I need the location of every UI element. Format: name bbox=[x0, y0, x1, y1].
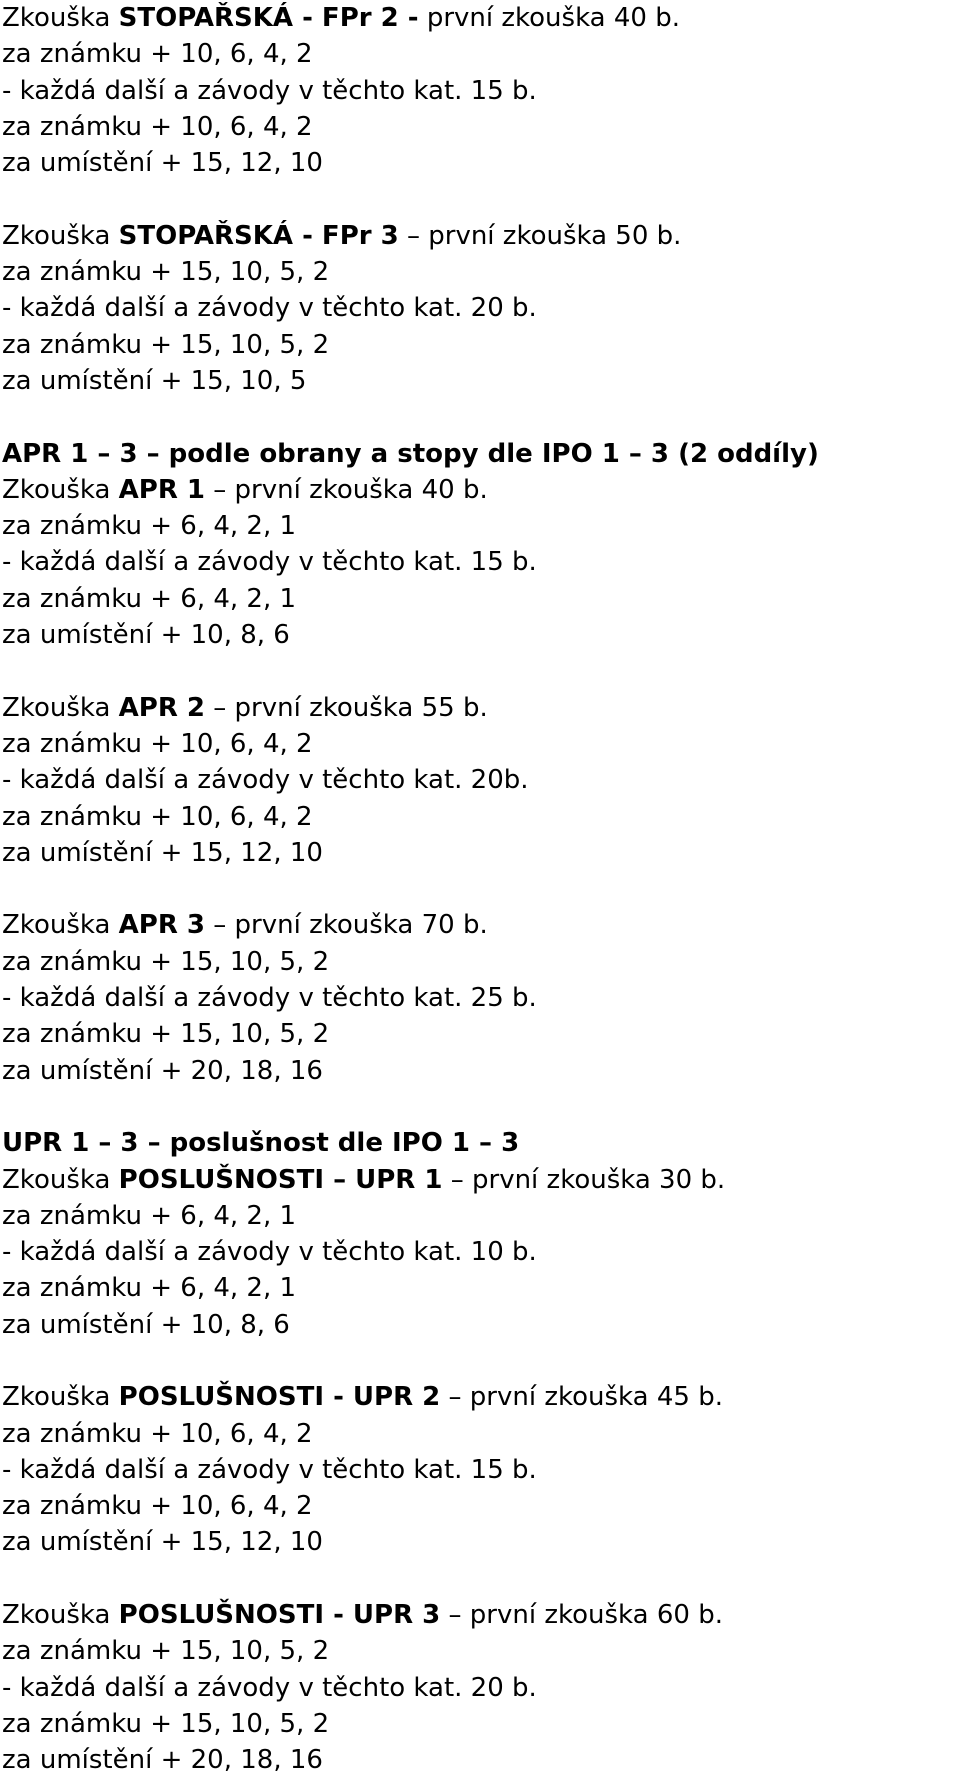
exam-block bbox=[2, 472, 960, 653]
exam-block bbox=[2, 1379, 960, 1560]
score-line: za umístění + 15, 12, 10 bbox=[2, 1527, 323, 1558]
exam-heading bbox=[2, 0, 960, 36]
exam-name: POSLUŠNOSTI - UPR 3 bbox=[118, 1600, 441, 1631]
heading-suffix: – první zkouška 60 b. bbox=[440, 1600, 723, 1631]
score-line: za známku + 15, 10, 5, 2 bbox=[2, 257, 330, 288]
score-line: za známku + 15, 10, 5, 2 bbox=[2, 946, 330, 977]
heading-suffix: – první zkouška 50 b. bbox=[398, 220, 682, 251]
spacer bbox=[2, 181, 960, 217]
spacer bbox=[2, 653, 960, 689]
score-line: za známku + 15, 10, 5, 2 bbox=[2, 1019, 330, 1050]
score-line: - každá další a závody v těchto kat. 20 b. bbox=[2, 293, 537, 324]
score-line: - každá další a závody v těchto kat. 15 b. bbox=[2, 1454, 537, 1485]
score-line: za známku + 15, 10, 5, 2 bbox=[2, 329, 330, 360]
spacer bbox=[2, 1343, 960, 1379]
heading-suffix: – první zkouška 45 b. bbox=[440, 1382, 723, 1413]
section-title-text: UPR 1 – 3 – poslušnost dle IPO 1 – 3 bbox=[2, 1128, 520, 1159]
heading-prefix: Zkouška bbox=[2, 1382, 119, 1413]
score-line: za známku + 6, 4, 2, 1 bbox=[2, 583, 297, 614]
spacer bbox=[2, 399, 960, 435]
score-line: - každá další a závody v těchto kat. 10 b. bbox=[2, 1237, 537, 1268]
exam-heading bbox=[2, 907, 960, 943]
score-line: za známku + 6, 4, 2, 1 bbox=[2, 1273, 297, 1304]
exam-block bbox=[2, 1162, 960, 1343]
heading-prefix: Zkouška bbox=[2, 474, 119, 505]
score-line: za umístění + 10, 8, 6 bbox=[2, 1309, 290, 1340]
heading-prefix: Zkouška bbox=[2, 910, 119, 941]
section-title bbox=[2, 436, 960, 472]
exam-block bbox=[2, 218, 960, 399]
score-line: za známku + 6, 4, 2, 1 bbox=[2, 511, 297, 542]
exam-name: STOPAŘSKÁ - FPr 3 bbox=[118, 220, 399, 251]
exam-name: POSLUŠNOSTI - UPR 2 bbox=[118, 1382, 441, 1413]
exam-block bbox=[2, 907, 960, 1088]
heading-suffix: – první zkouška 55 b. bbox=[205, 692, 488, 723]
score-line: za známku + 6, 4, 2, 1 bbox=[2, 1200, 297, 1231]
score-line: - každá další a závody v těchto kat. 15 b. bbox=[2, 75, 537, 106]
score-line: za známku + 10, 6, 4, 2 bbox=[2, 1418, 313, 1449]
score-line: za známku + 15, 10, 5, 2 bbox=[2, 1636, 330, 1667]
section-title bbox=[2, 1125, 960, 1161]
heading-prefix: Zkouška bbox=[2, 1600, 119, 1631]
heading-suffix: první zkouška 40 b. bbox=[418, 3, 680, 33]
spacer bbox=[2, 1089, 960, 1125]
spacer bbox=[2, 871, 960, 907]
exam-heading bbox=[2, 1597, 960, 1633]
heading-suffix: – první zkouška 30 b. bbox=[442, 1164, 726, 1195]
score-line: za známku + 10, 6, 4, 2 bbox=[2, 1491, 313, 1522]
score-line: - každá další a závody v těchto kat. 15 b. bbox=[2, 547, 537, 578]
score-line: za známku + 10, 6, 4, 2 bbox=[2, 801, 313, 832]
exam-name: POSLUŠNOSTI – UPR 1 bbox=[118, 1164, 443, 1195]
score-line: za umístění + 10, 8, 6 bbox=[2, 620, 290, 651]
score-line: za umístění + 20, 18, 16 bbox=[2, 1745, 323, 1776]
exam-name: APR 1 bbox=[118, 474, 206, 505]
heading-prefix: Zkouška bbox=[2, 220, 119, 251]
heading-prefix: Zkouška bbox=[2, 1164, 119, 1195]
score-line: za umístění + 15, 12, 10 bbox=[2, 148, 323, 179]
heading-prefix: Zkouška bbox=[2, 3, 119, 33]
score-line: - každá další a závody v těchto kat. 20b. bbox=[2, 765, 529, 796]
heading-suffix: – první zkouška 70 b. bbox=[205, 910, 488, 941]
exam-heading bbox=[2, 218, 960, 254]
heading-prefix: Zkouška bbox=[2, 692, 119, 723]
exam-block bbox=[2, 0, 960, 181]
score-line: za známku + 10, 6, 4, 2 bbox=[2, 39, 313, 70]
score-line: - každá další a závody v těchto kat. 20 b. bbox=[2, 1672, 537, 1703]
score-line: za známku + 10, 6, 4, 2 bbox=[2, 728, 313, 759]
exam-heading bbox=[2, 1379, 960, 1415]
section-title-text: APR 1 – 3 – podle obrany a stopy dle IPO 1 – 3 (2 oddíly) bbox=[2, 438, 819, 469]
score-line: za známku + 10, 6, 4, 2 bbox=[2, 111, 313, 142]
heading-suffix: – první zkouška 40 b. bbox=[205, 474, 488, 505]
exam-heading bbox=[2, 1162, 960, 1198]
score-line: za umístění + 15, 12, 10 bbox=[2, 837, 323, 868]
score-line: za umístění + 20, 18, 16 bbox=[2, 1055, 323, 1086]
exam-block bbox=[2, 690, 960, 871]
score-line: - každá další a závody v těchto kat. 25 b. bbox=[2, 983, 537, 1014]
exam-heading bbox=[2, 472, 960, 508]
exam-name: APR 2 bbox=[118, 692, 206, 723]
exam-name: STOPAŘSKÁ - FPr 2 - bbox=[118, 3, 419, 33]
score-line: za umístění + 15, 10, 5 bbox=[2, 365, 307, 396]
exam-heading bbox=[2, 690, 960, 726]
exam-block bbox=[2, 1597, 960, 1778]
exam-name: APR 3 bbox=[118, 910, 206, 941]
spacer bbox=[2, 1561, 960, 1597]
score-line: za známku + 15, 10, 5, 2 bbox=[2, 1708, 330, 1739]
